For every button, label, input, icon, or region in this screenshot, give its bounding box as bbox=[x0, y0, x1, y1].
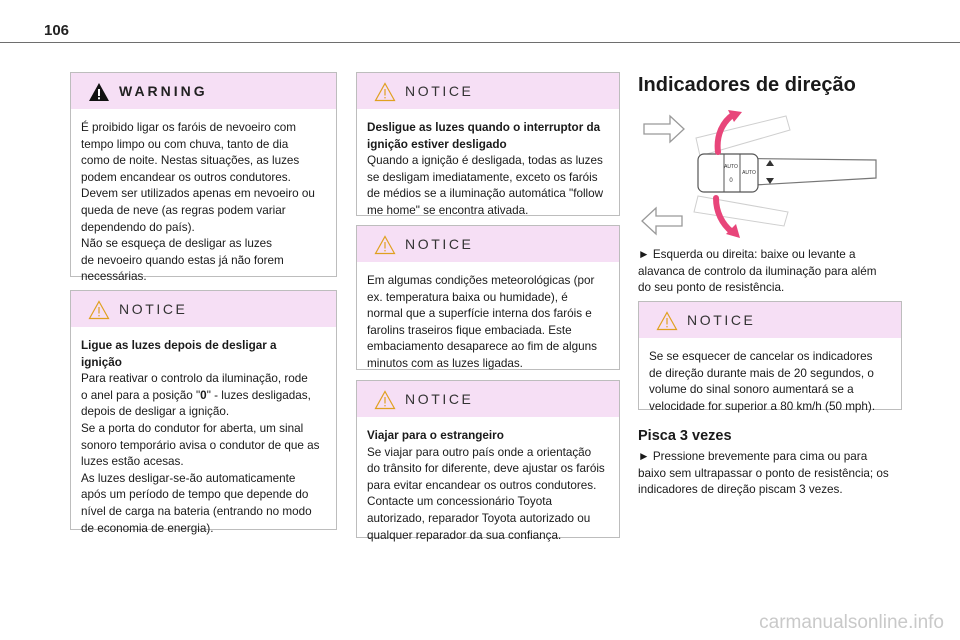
notice-line: Contacte um concessionário Toyota bbox=[367, 495, 552, 509]
notice-title: NOTICE bbox=[687, 312, 756, 328]
notice-header bbox=[357, 226, 619, 262]
warning-line: de nevoeiro quando estas já não forem bbox=[81, 253, 284, 267]
notice-bold-line: Desligue as luzes quando o interruptor da bbox=[367, 121, 601, 134]
notice-lights-off-box bbox=[70, 290, 337, 535]
notice-line: velocidade for superior a 80 km/h (50 mph). bbox=[649, 399, 876, 413]
notice-line: embaciamento desaparece ao fim de alguns bbox=[367, 340, 597, 354]
notice-line: Se viajar para outro país onde a orientação bbox=[367, 445, 592, 459]
notice-line: de direção durante mais de 20 segundos, o bbox=[649, 366, 874, 380]
pink-arrow-down-icon bbox=[716, 198, 740, 238]
blink-line: indicadores de direção piscam 3 vezes. bbox=[638, 483, 843, 497]
warning-line: dependendo do país). bbox=[81, 220, 195, 234]
notice-line: para evitar encandear os outros condutores. bbox=[367, 478, 597, 492]
notice-triangle-icon bbox=[88, 300, 110, 320]
notice-title: NOTICE bbox=[405, 236, 474, 252]
direction-instruction bbox=[638, 247, 898, 297]
notice-bold-line: Ligue as luzes depois de desligar a bbox=[81, 339, 277, 352]
notice-line: Para reativar o controlo da iluminação, rode bbox=[81, 372, 308, 386]
warning-line: Não se esqueça de desligar as luzes bbox=[81, 237, 273, 251]
position-zero: 0 bbox=[200, 388, 207, 402]
notice-line: nível de carga na bateria (entrando no modo bbox=[81, 504, 312, 518]
warning-line: podem encandear os outros condutores. bbox=[81, 170, 291, 184]
notice-line: normal que a superfície interna dos faróis e bbox=[367, 307, 592, 321]
page-number: 106 bbox=[44, 22, 70, 39]
stalk-label: AUTO bbox=[742, 170, 756, 176]
warning-line: Devem ser utilizados apenas em nevoeiro ou bbox=[81, 187, 315, 201]
notice-ignition-body bbox=[357, 109, 619, 228]
lighting-stalk-icon bbox=[698, 154, 876, 192]
notice-triangle-icon bbox=[656, 311, 678, 331]
notice-title: NOTICE bbox=[405, 83, 474, 99]
warning-line: necessárias. bbox=[81, 270, 147, 284]
notice-bold-line: Viajar para o estrangeiro bbox=[367, 429, 504, 442]
notice-line: volume do sinal sonoro aumentará se a bbox=[649, 383, 854, 397]
instruction-line: ► Esquerda ou direita: baixe ou levante a bbox=[638, 248, 856, 261]
notice-line: depois de desligar a ignição. bbox=[81, 405, 230, 419]
notice-line: qualquer reparador da sua confiança. bbox=[367, 528, 562, 542]
notice-header bbox=[357, 73, 619, 109]
warning-triangle-icon bbox=[88, 82, 110, 102]
notice-line: de médios se a iluminação automática "follow bbox=[367, 187, 604, 201]
notice-triangle-icon bbox=[374, 390, 396, 410]
notice-bold-line: ignição estiver desligado bbox=[367, 137, 507, 151]
notice-bold-line: ignição bbox=[81, 355, 122, 369]
notice-triangle-icon bbox=[374, 235, 396, 255]
stalk-label: AUTO bbox=[724, 164, 738, 170]
header-divider bbox=[0, 42, 960, 43]
notice-abroad-box bbox=[356, 380, 620, 542]
instruction-line: alavanca de controlo da iluminação para além bbox=[638, 264, 877, 278]
blink-line: ► Pressione brevemente para cima ou para bbox=[638, 450, 868, 463]
notice-line: ex. temperatura baixa ou humidade), é bbox=[367, 290, 568, 304]
warning-body bbox=[71, 109, 336, 294]
notice-line: luzes estão acesas. bbox=[81, 455, 184, 469]
instruction-line: do seu ponto de resistência. bbox=[638, 281, 785, 295]
warning-line: tempo limpo ou com chuva, tanto de dia bbox=[81, 137, 289, 151]
notice-line-position: o anel para a posição "0" - luzes desligadas, bbox=[81, 388, 311, 402]
notice-line: As luzes desligar-se-ão automaticamente bbox=[81, 471, 296, 485]
notice-line: após um período de tempo que depende do bbox=[81, 488, 309, 502]
blink-instruction bbox=[638, 449, 908, 499]
notice-line: autorizado, reparador Toyota autorizado ou bbox=[367, 511, 591, 525]
notice-line: Se se esquecer de cancelar os indicadores bbox=[649, 350, 873, 363]
warning-title: WARNING bbox=[119, 83, 208, 99]
notice-ignition-box bbox=[356, 72, 620, 216]
stalk-label: 0 bbox=[729, 178, 733, 184]
notice-abroad-body bbox=[357, 417, 619, 552]
notice-line: farolins traseiros fique embaciada. Este bbox=[367, 323, 572, 337]
notice-line: sonoro temporário avisa o condutor de que as bbox=[81, 438, 320, 452]
notice-line: se desligam imediatamente, exceto os faróis bbox=[367, 170, 598, 184]
notice-weather-box bbox=[356, 225, 620, 370]
notice-lights-off-body bbox=[71, 327, 336, 545]
stalk-illustration bbox=[636, 108, 886, 242]
watermark: carmanualsonline.info bbox=[759, 612, 944, 633]
notice-triangle-icon bbox=[374, 82, 396, 102]
pink-arrow-up-icon bbox=[718, 110, 742, 152]
notice-line: minutos com as luzes ligadas. bbox=[367, 356, 523, 370]
notice-header bbox=[71, 291, 336, 327]
section-title-direction: Indicadores de direção bbox=[638, 74, 856, 96]
warning-line: como de noite. Nestas situações, as luzes bbox=[81, 154, 300, 168]
notice-weather-body bbox=[357, 262, 619, 381]
section-title-blink: Pisca 3 vezes bbox=[638, 428, 732, 444]
arrow-left-outline-icon bbox=[642, 208, 682, 234]
notice-line: Se a porta do condutor for aberta, um sinal bbox=[81, 421, 304, 435]
notice-indicators-box bbox=[638, 301, 902, 413]
notice-header bbox=[357, 381, 619, 417]
warning-line: É proibido ligar os faróis de nevoeiro com bbox=[81, 121, 297, 134]
blink-line: baixo sem ultrapassar o ponto de resistência; os bbox=[638, 466, 889, 480]
notice-header bbox=[639, 302, 901, 338]
warning-header bbox=[71, 73, 336, 109]
notice-indicators-body bbox=[639, 338, 901, 423]
notice-line: de economia de energia). bbox=[81, 521, 214, 535]
warning-line: queda de neve (as regras podem variar bbox=[81, 203, 286, 217]
notice-line: Quando a ignição é desligada, todas as luzes bbox=[367, 154, 603, 168]
notice-line: me home" se encontra ativada. bbox=[367, 203, 529, 217]
notice-title: NOTICE bbox=[119, 301, 188, 317]
warning-box bbox=[70, 72, 337, 284]
notice-title: NOTICE bbox=[405, 391, 474, 407]
notice-line: Em algumas condições meteorológicas (por bbox=[367, 274, 595, 287]
arrow-right-outline-icon bbox=[644, 116, 684, 142]
notice-line: do trânsito for diferente, deve ajustar os faróis bbox=[367, 462, 605, 476]
